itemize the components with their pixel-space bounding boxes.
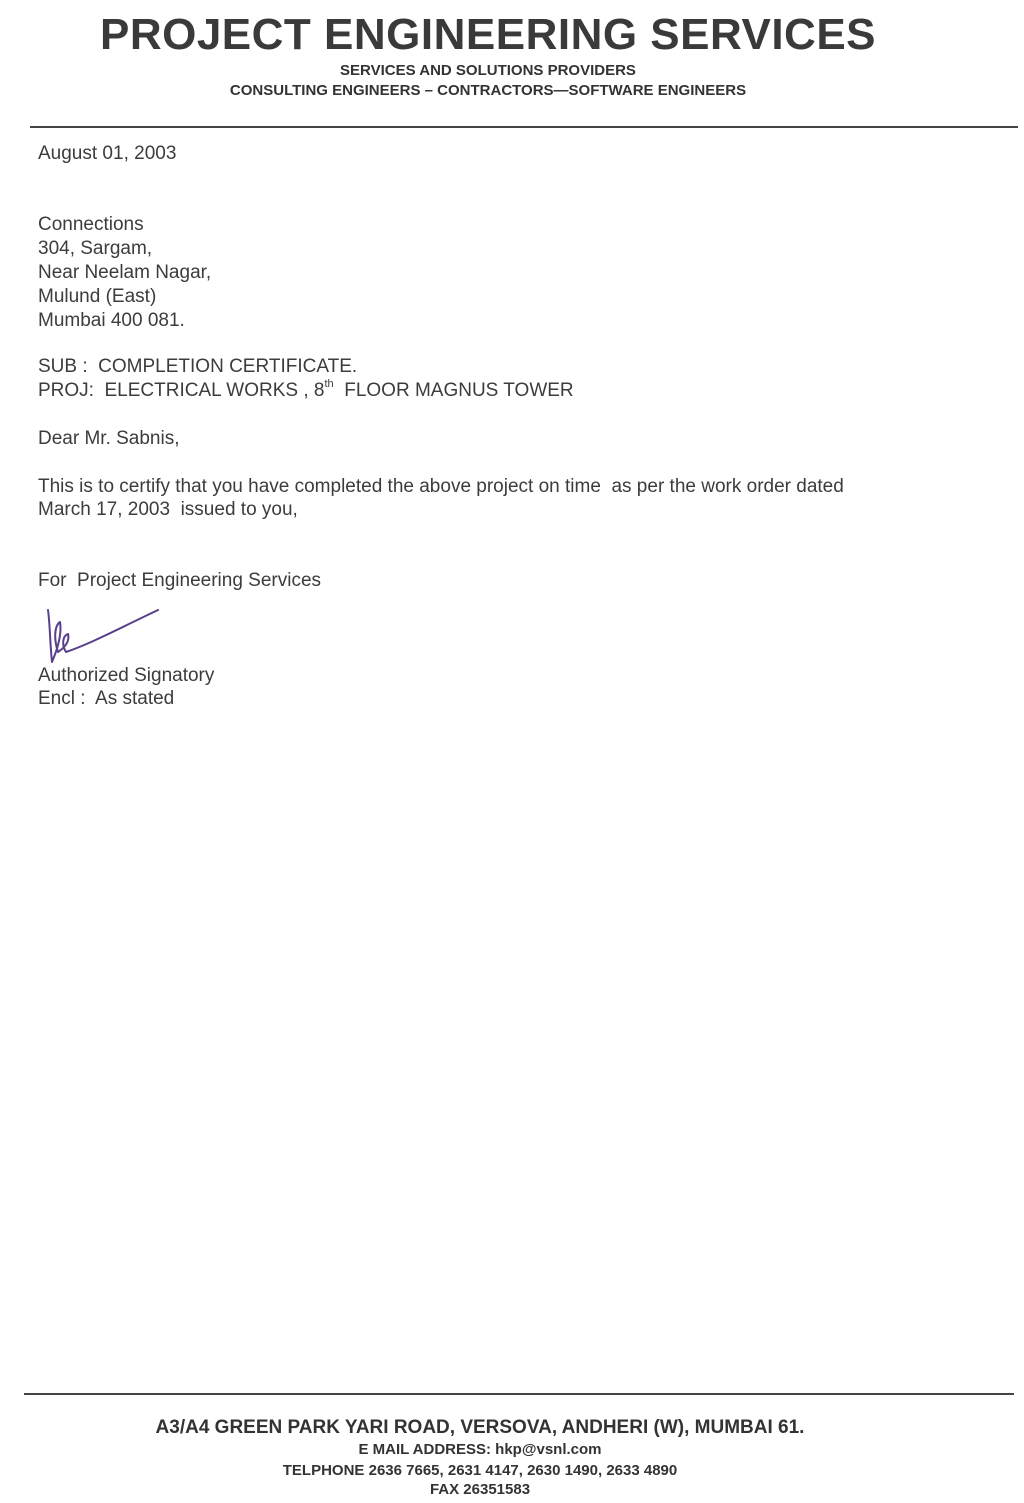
project-suffix: FLOOR MAGNUS TOWER	[333, 380, 574, 401]
signature	[40, 604, 165, 666]
project-line	[38, 379, 574, 403]
signatory-title: Authorized Signatory	[38, 665, 215, 686]
company-name: PROJECT ENGINEERING SERVICES	[99, 10, 877, 59]
recipient-name: Connections	[38, 214, 144, 235]
body-text-line: This is to certify that you have completed the above project on time as per the work order dated	[38, 476, 844, 497]
address-line: Near Neelam Nagar,	[38, 262, 212, 283]
footer-telephone: TELPHONE 2636 7665, 2631 4147, 2630 1490, 2633 4890	[282, 1462, 678, 1479]
closing-line: For Project Engineering Services	[38, 570, 322, 591]
recipient-address	[38, 213, 211, 333]
address-line: Mulund (East)	[38, 286, 157, 307]
footer-divider	[24, 1393, 1014, 1395]
enclosure-note: Encl : As stated	[38, 688, 175, 709]
salutation: Dear Mr. Sabnis,	[38, 428, 180, 449]
project-ordinal: th	[324, 378, 334, 390]
footer-email: E MAIL ADDRESS: hkp@vsnl.com	[358, 1441, 602, 1458]
company-tagline: SERVICES AND SOLUTIONS PROVIDERS	[340, 62, 636, 79]
header-divider	[30, 126, 1018, 128]
company-services: CONSULTING ENGINEERS – CONTRACTORS—SOFTWARE ENGINEERS	[229, 82, 747, 99]
footer-address: A3/A4 GREEN PARK YARI ROAD, VERSOVA, ANDHERI (W), MUMBAI 61.	[155, 1417, 805, 1438]
footer-fax: FAX 26351583	[429, 1481, 531, 1498]
letter-date: August 01, 2003	[38, 143, 177, 164]
address-line: Mumbai 400 081.	[38, 310, 185, 331]
body-text-line: March 17, 2003 issued to you,	[38, 499, 298, 520]
project-prefix: PROJ: ELECTRICAL WORKS , 8	[38, 380, 325, 401]
subject-line: SUB : COMPLETION CERTIFICATE.	[38, 356, 358, 377]
address-line: 304, Sargam,	[38, 238, 153, 259]
